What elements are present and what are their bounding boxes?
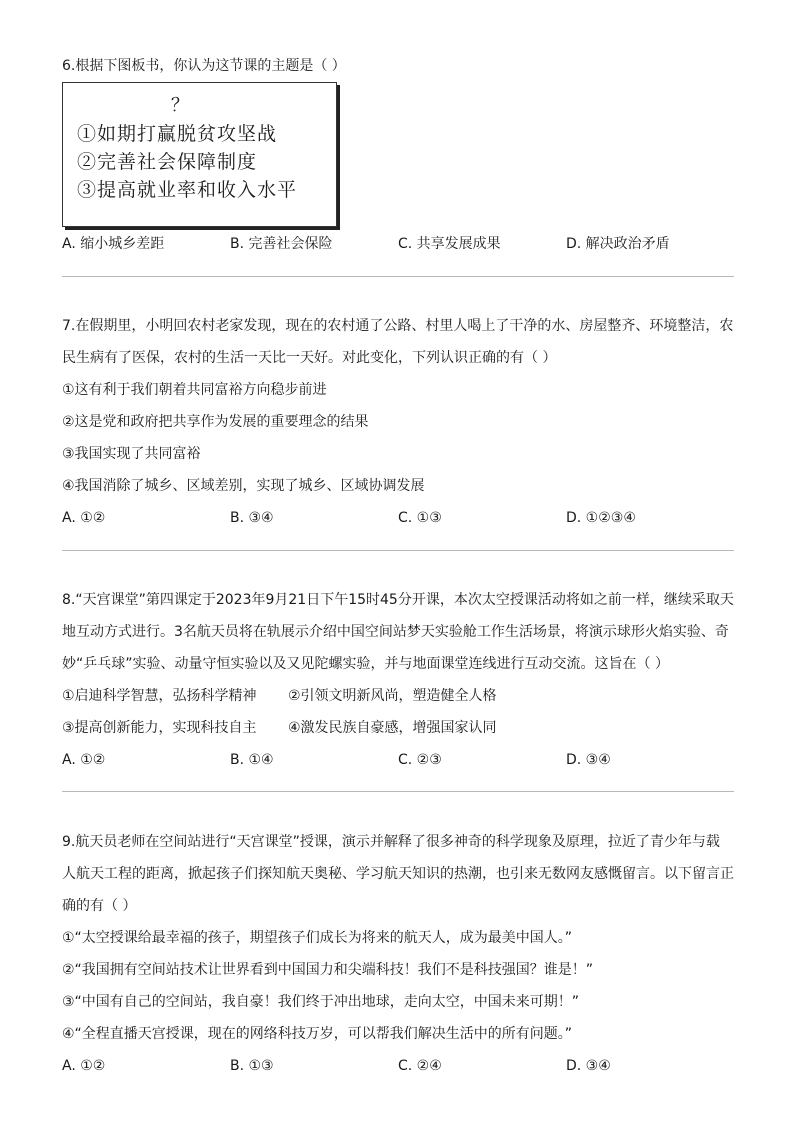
divider bbox=[62, 550, 734, 551]
q9-option-d[interactable]: D. ③④ bbox=[566, 1058, 611, 1074]
q9-stem-line-3: 确的有（ ） bbox=[62, 898, 137, 914]
q7-stem-line-2: 民生病有了医保，农村的生活一天比一天好。对此变化，下列认识正确的有（ ） bbox=[62, 350, 557, 366]
q6-option-c[interactable]: C. 共享发展成果 bbox=[398, 236, 501, 252]
q8-stem-line-2: 地互动方式进行。3名航天员将在轨展示介绍中国空间站梦天实验舱工作生活场景，将演示球形火焰实验、奇 bbox=[62, 624, 729, 640]
q9-option-c[interactable]: C. ②④ bbox=[398, 1058, 442, 1074]
divider bbox=[62, 791, 734, 792]
q8-option-c[interactable]: C. ②③ bbox=[398, 752, 442, 768]
q9-option-a[interactable]: A. ①② bbox=[62, 1058, 106, 1074]
q8-option-a[interactable]: A. ①② bbox=[62, 752, 106, 768]
q6-stem: 6.根据下图板书，你认为这节课的主题是（ ） bbox=[62, 58, 346, 74]
q8-statement-1: ①启迪科学智慧，弘扬科学精神 bbox=[62, 688, 257, 704]
q9-option-b[interactable]: B. ①③ bbox=[230, 1058, 274, 1074]
q6-option-a[interactable]: A. 缩小城乡差距 bbox=[62, 236, 165, 252]
q6-option-b[interactable]: B. 完善社会保险 bbox=[230, 236, 333, 252]
q7-statement-1: ①这有利于我们朝着共同富裕方向稳步前进 bbox=[62, 382, 327, 398]
q7-statement-3: ③我国实现了共同富裕 bbox=[62, 446, 201, 462]
board-line-3: ③提高就业率和收入水平 bbox=[77, 179, 298, 201]
q8-statement-3: ③提高创新能力，实现科技自主 bbox=[62, 720, 257, 736]
q8-option-b[interactable]: B. ①④ bbox=[230, 752, 274, 768]
q9-statement-1: ①“太空授课给最幸福的孩子，期望孩子们成长为将来的航天人，成为最美中国人。” bbox=[62, 930, 573, 946]
q7-option-c[interactable]: C. ①③ bbox=[398, 510, 442, 526]
board-line-1: ①如期打赢脱贫攻坚战 bbox=[77, 123, 278, 145]
q8-stem-line-1: 8.“天宫课堂”第四课定于2023年9月21日下午15时45分开课，本次太空授课活动将如之前一样，继续采取天 bbox=[62, 592, 734, 608]
q9-statement-2: ②“我国拥有空间站技术让世界看到中国国力和尖端科技！我们不是科技强国？谁是！” bbox=[62, 962, 594, 978]
q8-option-d[interactable]: D. ③④ bbox=[566, 752, 611, 768]
board-line-2: ②完善社会保障制度 bbox=[77, 151, 258, 173]
q7-option-d[interactable]: D. ①②③④ bbox=[566, 510, 636, 526]
q7-option-b[interactable]: B. ③④ bbox=[230, 510, 274, 526]
q9-stem-line-2: 人航天工程的距离，掀起孩子们探知航天奥秘、学习航天知识的热潮，也引来无数网友感慨留言。以下留言正 bbox=[62, 866, 734, 882]
q8-statement-2: ②引领文明新风尚，塑造健全人格 bbox=[288, 688, 497, 704]
divider bbox=[62, 276, 734, 277]
q9-stem-line-1: 9.航天员老师在空间站进行“天宫课堂”授课，演示并解释了很多神奇的科学现象及原理，拉近了青少年与载 bbox=[62, 834, 720, 850]
q6-option-d[interactable]: D. 解决政治矛盾 bbox=[566, 236, 670, 252]
q7-stem-line-1: 7.在假期里，小明回农村老家发现，现在的农村通了公路、村里人喝上了干净的水、房屋整齐、环境整洁，农 bbox=[62, 318, 734, 334]
board-title: ？ bbox=[171, 95, 189, 116]
blackboard-figure bbox=[62, 82, 337, 227]
q7-statement-2: ②这是党和政府把共享作为发展的重要理念的结果 bbox=[62, 414, 369, 430]
q8-stem-line-3: 妙“乒乓球”实验、动量守恒实验以及又见陀螺实验，并与地面课堂连线进行互动交流。这旨在（ ） bbox=[62, 656, 669, 672]
q8-statement-4: ④激发民族自豪感，增强国家认同 bbox=[288, 720, 497, 736]
q7-option-a[interactable]: A. ①② bbox=[62, 510, 106, 526]
q9-statement-3: ③“中国有自己的空间站，我自豪！我们终于冲出地球，走向太空，中国未来可期！” bbox=[62, 994, 580, 1010]
q9-statement-4: ④“全程直播天宫授课，现在的网络科技万岁，可以帮我们解决生活中的所有问题。” bbox=[62, 1026, 573, 1042]
q7-statement-4: ④我国消除了城乡、区域差别，实现了城乡、区域协调发展 bbox=[62, 478, 425, 494]
